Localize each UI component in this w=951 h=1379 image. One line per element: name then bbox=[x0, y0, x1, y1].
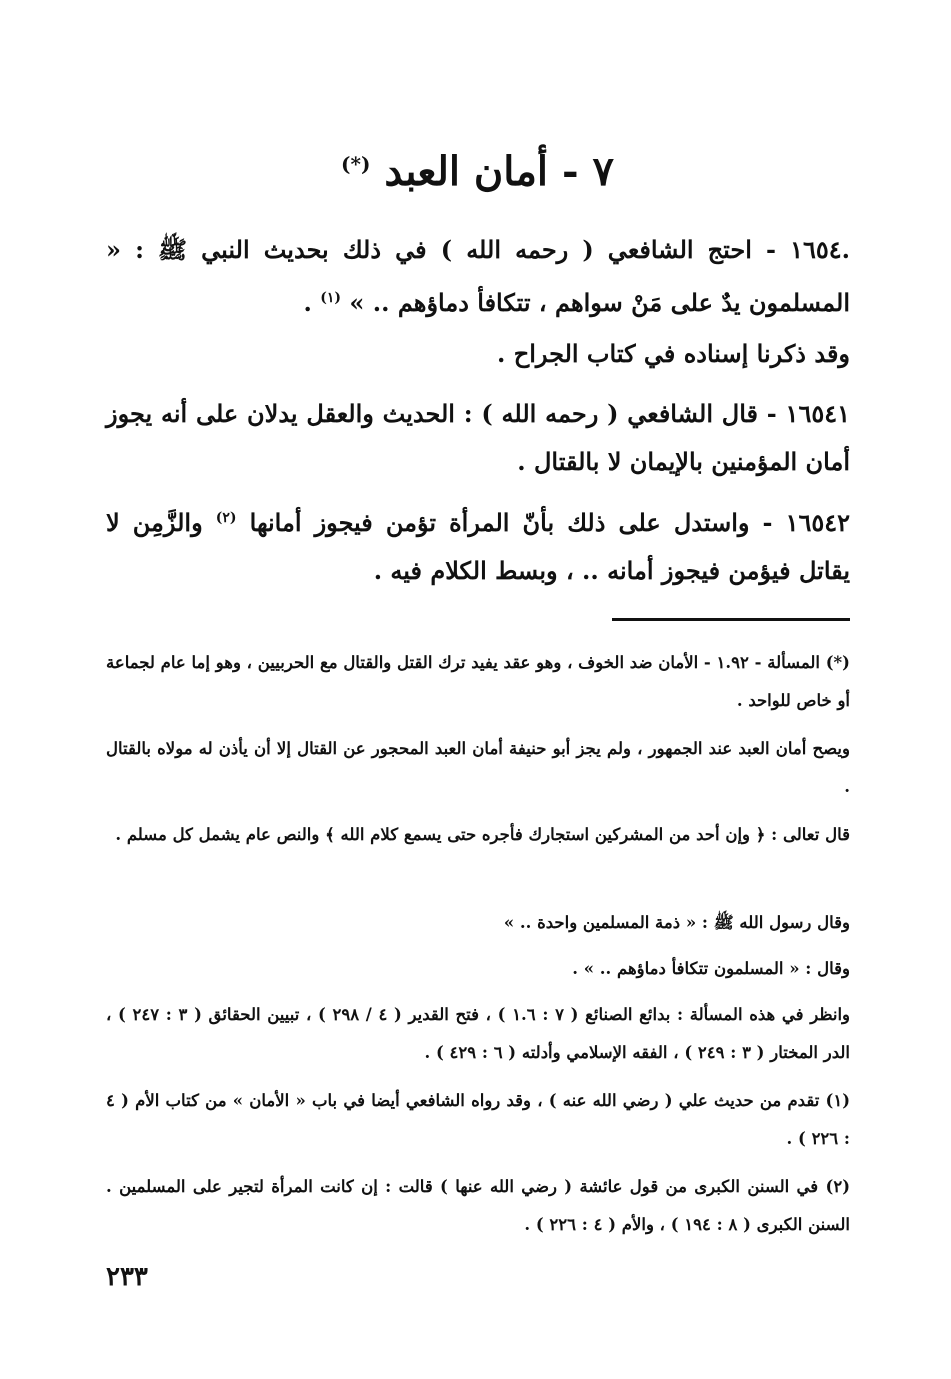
footnote-references: وانظر في هذه المسألة : بدائع الصنائع ( ٧ : ١.٦ ) ، فتح القدير ( ٤ / ٢٩٨ ) ، تبيين الحقائق ( ٣ : ٢٤٧ ) ، الدر المختار ( ٣ : ٢٤٩ ) ، الفقه الإسلامي وأدلته ( ٦ : ٤٢٩ ) . bbox=[106, 1005, 850, 1062]
footnote-hadith-1: وقال رسول الله ﷺ : « ذمة المسلمين واحدة .. » bbox=[503, 913, 850, 932]
footnote-separator bbox=[612, 618, 850, 621]
page-number: ٢٣٣ bbox=[106, 1262, 148, 1292]
paragraph-16541 bbox=[106, 390, 850, 486]
footnote-1: (١) تقدم من حديث علي ( رضي الله عنه ) ، وقد رواه الشافعي أيضا في باب « الأمان » من كتاب الأم ( ٤ : ٢٢٦ ) . bbox=[106, 1091, 850, 1148]
paragraph-tail: والزَّمِن لا يقاتل فيؤمن فيجوز أمانه .. ، وبسط الكلام فيه . bbox=[106, 508, 850, 585]
footnote-chapter: (*) المسألة - ١.٩٢ - الأمان ضد الخوف ، وهو عقد يفيد ترك القتل والقتال مع الحربيين ، وهو إما عام لجماعة أو خاص للواحد . bbox=[106, 653, 850, 710]
chapter-footnote-marker: (*) bbox=[341, 151, 371, 176]
footnote-quran-verse: قال تعالى : ﴿ وإن أحد من المشركين استجارك فأجره حتى يسمع كلام الله ﴾ والنص عام يشمل كل مسلم . bbox=[115, 825, 850, 844]
paragraph-text: وقد ذكرنا إسناده في كتاب الجراح . bbox=[496, 339, 850, 368]
paragraph-16542 bbox=[106, 494, 850, 595]
footnote-2: (٢) في السنن الكبرى من قول عائشة ( رضي الله عنها ) قالت : إن كانت المرأة لتجير على المسلمين . السنن الكبرى ( ٨ : ١٩٤ ) ، والأم ( ٤ : ٢٢٦ ) . bbox=[106, 1177, 850, 1234]
footnote-ref-2: (٢) bbox=[215, 510, 237, 526]
chapter-title bbox=[0, 148, 951, 196]
paragraph-1654 bbox=[106, 226, 850, 327]
paragraph-text: .١٦٥٤ - احتج الشافعي ( رحمه الله ) في ذلك بحديث النبي ﷺ : « المسلمون يدٌ على مَنْ سواهم ، تتكافأ دماؤهم .. » bbox=[106, 235, 850, 317]
paragraph-text: ١٦٥٤١ - قال الشافعي ( رحمه الله ) : الحديث والعقل يدلان على أنه يجوز أمان المؤمنين بالإيمان لا بالقتال . bbox=[106, 399, 850, 476]
paragraph-isnad-note bbox=[106, 330, 850, 378]
paragraph-tail: . bbox=[303, 288, 321, 317]
paragraph-text: ١٦٥٤٢ - واستدل على ذلك بأنّ المرأة تؤمن فيجوز أمانها bbox=[249, 508, 851, 537]
footnote-chapter-continued: ويصح أمان العبد عند الجمهور ، ولم يجز أبو حنيفة أمان العبد المحجور عن القتال إلا أن يأذن له مولاه بالقتال . bbox=[106, 739, 850, 796]
footnote-hadith-2: وقال : « المسلمون تتكافأ دماؤهم .. » . bbox=[572, 959, 850, 978]
chapter-title-text: ٧ - أمان العبد bbox=[384, 148, 614, 195]
footnote-ref-1: (١) bbox=[320, 290, 342, 306]
